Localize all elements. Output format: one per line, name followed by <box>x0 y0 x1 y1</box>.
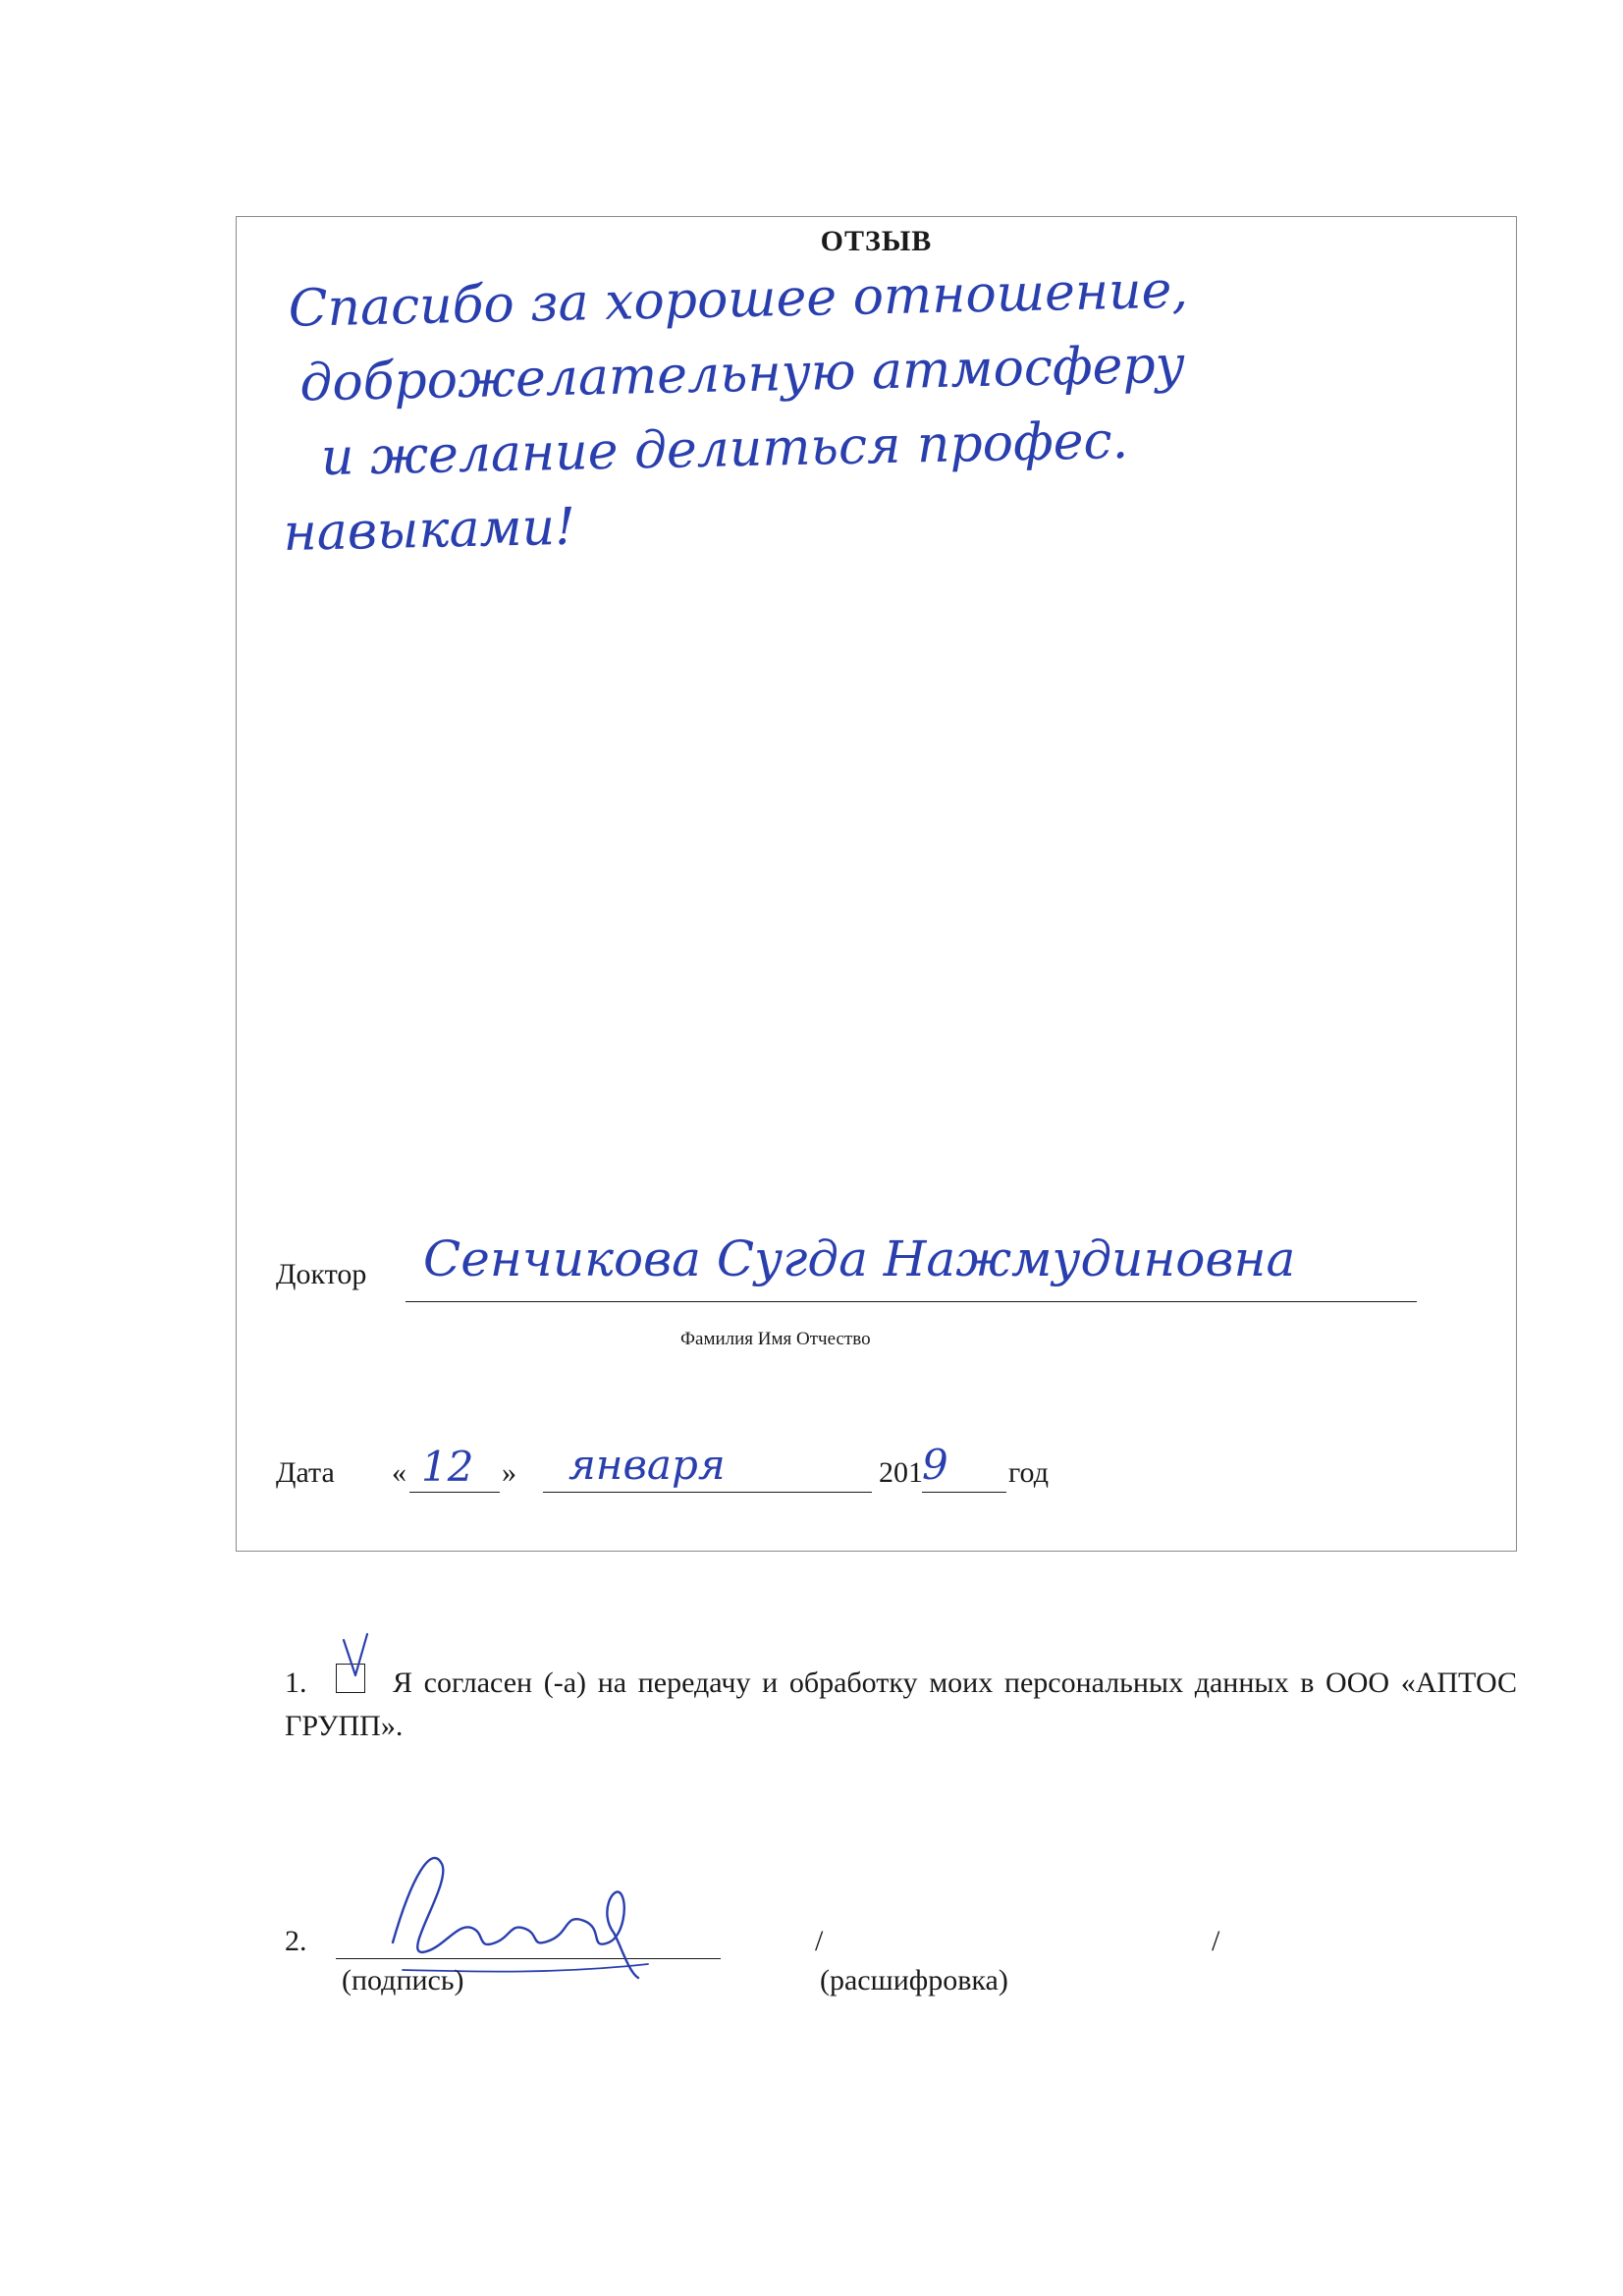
date-month-handwritten: января <box>568 1441 726 1489</box>
decode-caption: (расшифровка) <box>820 1964 1008 1996</box>
date-month-underline <box>543 1492 872 1493</box>
review-line-2: доброжелательную атмосферу <box>298 335 1186 413</box>
consent-number: 1. <box>285 1667 307 1699</box>
check-mark-icon <box>336 1632 375 1691</box>
date-year-handwritten: 9 <box>922 1441 948 1489</box>
signature-row <box>285 1913 1267 1996</box>
date-close-quote: » <box>502 1456 516 1489</box>
date-open-quote: « <box>392 1456 406 1489</box>
date-year-word: год <box>1008 1456 1049 1489</box>
date-day-handwritten: 12 <box>421 1443 474 1491</box>
signature-number: 2. <box>285 1925 307 1957</box>
signature-slash-right: / <box>1212 1925 1220 1957</box>
review-line-3: и желание делиться профес. <box>320 410 1129 488</box>
review-title: ОТЗЫВ <box>820 225 933 257</box>
date-day-underline <box>409 1492 500 1493</box>
doctor-name-handwritten: Сенчикова Сугда Нажмудиновна <box>423 1230 1296 1287</box>
doctor-label: Доктор <box>276 1258 367 1290</box>
signature-caption: (подпись) <box>342 1964 464 1996</box>
review-line-1: Спасибо за хорошее отношение, <box>288 260 1189 339</box>
signature-slash-left: / <box>815 1925 824 1957</box>
handwritten-signature <box>363 1834 658 1982</box>
review-line-4: навыками! <box>282 497 576 563</box>
handwritten-review-text <box>278 246 1482 570</box>
consent-item <box>285 1662 1517 1748</box>
doctor-underline <box>406 1301 1417 1302</box>
date-year-underline <box>922 1492 1006 1493</box>
consent-text: Я согласен (-а) на передачу и обработку моих персональных данных в ООО «АПТОС ГРУПП». <box>285 1667 1517 1742</box>
date-label: Дата <box>276 1456 335 1489</box>
date-year-prefix: 201 <box>879 1456 923 1489</box>
review-box <box>236 216 1517 1552</box>
doctor-caption: Фамилия Имя Отчество <box>680 1329 871 1349</box>
